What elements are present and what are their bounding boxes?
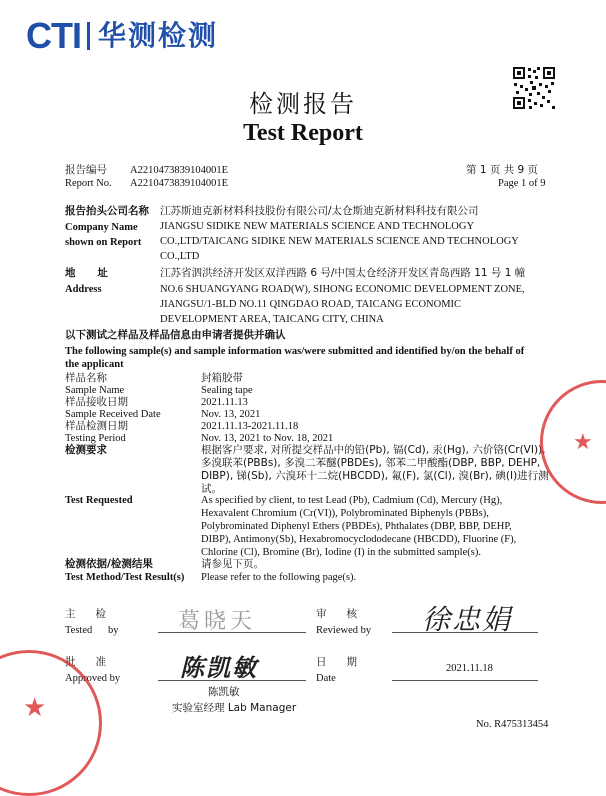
request-value-en-5: Chlorine (Cl), Bromine (Br), Iodine (I) in the submitted sample(s). <box>201 547 481 558</box>
testing-value-en: Nov. 13, 2021 to Nov. 18, 2021 <box>201 433 334 444</box>
reviewed-label-en: Reviewed by <box>316 625 372 636</box>
date-value: 2021.11.18 <box>446 663 493 674</box>
received-value-en: Nov. 13, 2021 <box>201 409 261 420</box>
seal-star-icon: ★ <box>23 693 47 722</box>
approved-label-cn: 批 准 <box>65 656 107 668</box>
sample-name-value-cn: 封箱胶带 <box>201 372 243 384</box>
received-value-cn: 2021.11.13 <box>201 397 248 408</box>
cti-logo <box>26 16 218 56</box>
request-value-en-2: Hexavalent Chromium (Cr(VI)), Polybrominated Biphenyls (PBBs), <box>201 508 489 519</box>
seal-stamp-right <box>540 380 606 504</box>
sample-name-value-en: Sealing tape <box>201 385 253 396</box>
title-cn: 检测报告 <box>249 90 357 118</box>
request-value-cn-2: 多溴联苯(PBBs), 多溴二苯醚(PBDEs), 邻苯二甲酸酯(DBP, BBP, DEHP, <box>201 457 541 469</box>
request-value-en-3: Polybrominated Diphenyl Ethers (PBDEs), Phthalates (DBP, BBP, DEHP, <box>201 521 512 532</box>
page-cn: 第 1 页 共 9 页 <box>466 164 539 176</box>
approved-label-en: Approved by <box>65 673 121 684</box>
company-value-cn: 江苏斯迪克新材料科技股份有限公司/太仓斯迪克新材料科技有限公司 <box>160 205 479 217</box>
method-label-cn: 检测依据/检测结果 <box>65 558 153 570</box>
address-label-cn: 地 址 <box>65 267 108 279</box>
tested-line <box>158 632 306 633</box>
company-label-en-2: shown on Report <box>65 237 142 248</box>
page-en: Page 1 of 9 <box>498 178 546 189</box>
request-value-cn-4: 试。 <box>201 483 222 495</box>
received-label-cn: 样品接收日期 <box>65 396 128 408</box>
date-label-en: Date <box>316 673 336 684</box>
request-value-cn-3: DIBP), 锑(Sb), 六溴环十二烷(HBCDD), 氟(F), 氯(Cl), 溴(Br), 碘(I)进行测 <box>201 470 549 482</box>
request-value-cn-1: 根据客户要求, 对所提交样品中的铅(Pb), 镉(Cd), 汞(Hg), 六价铬(Cr(VI)), <box>201 444 546 456</box>
report-no-label-cn: 报告编号 <box>65 164 107 176</box>
seal-star-icon: ★ <box>573 429 593 454</box>
date-line <box>392 680 538 681</box>
request-value-en-4: DIBP), Antimony(Sb), Hexabromocyclododecane (HBCDD), Fluorine (F), <box>201 534 517 545</box>
testing-label-cn: 样品检测日期 <box>65 420 128 432</box>
address-value-en-3: DEVELOPMENT AREA, TAICANG CITY, CHINA <box>160 314 384 325</box>
request-label-cn: 检测要求 <box>65 444 107 456</box>
company-label-cn: 报告抬头公司名称 <box>65 205 149 217</box>
request-value-en-1: As specified by client, to test Lead (Pb), Cadmium (Cd), Mercury (Hg), <box>201 495 503 506</box>
received-label-en: Sample Received Date <box>65 409 161 420</box>
testing-label-en: Testing Period <box>65 433 126 444</box>
notice-cn: 以下测试之样品及样品信息由申请者提供并确认 <box>65 329 286 341</box>
company-value-en-1: JIANGSU SIDIKE NEW MATERIALS SCIENCE AND TECHNOLOGY <box>160 221 475 232</box>
logo-cn-text: 华测检测 <box>98 19 219 52</box>
request-label-en: Test Requested <box>65 495 133 506</box>
company-value-en-2: CO.,LTD/TAICANG SIDIKE NEW MATERIALS SCIENCE AND TECHNOLOGY <box>160 236 519 247</box>
notice-en-1: The following sample(s) and sample information was/were submitted and identified by/on the behalf of <box>65 346 525 357</box>
footer-report-no: No. R475313454 <box>476 719 549 730</box>
reviewed-signature: 徐忠娟 <box>422 603 513 636</box>
tested-label-cn: 主 检 <box>65 608 107 620</box>
method-value-cn: 请参见下页。 <box>201 558 264 570</box>
approved-title: 实验室经理 Lab Manager <box>172 702 297 714</box>
address-value-en-1: NO.6 SHUANGYANG ROAD(W), SIHONG ECONOMIC DEVELOPMENT ZONE, <box>160 284 525 295</box>
method-value-en: Please refer to the following page(s). <box>201 572 357 583</box>
notice-en-2: the applicant <box>65 359 124 370</box>
reviewed-label-cn: 审 核 <box>316 608 358 620</box>
tested-signature: 葛晓天 <box>178 609 257 634</box>
report-no-label-en: Report No. <box>65 178 112 189</box>
company-value-en-3: CO.,LTD <box>160 251 200 262</box>
company-label-en-1: Company Name <box>65 222 138 233</box>
date-label-cn: 日 期 <box>316 656 358 668</box>
tested-label-en: Tested by <box>65 625 119 636</box>
approved-line <box>158 680 306 681</box>
approved-name: 陈凯敏 <box>208 686 240 698</box>
address-label-en: Address <box>65 284 102 295</box>
sample-name-label-cn: 样品名称 <box>65 372 107 384</box>
report-no-value-cn: A2210473839104001E <box>130 165 228 176</box>
testing-value-cn: 2021.11.13-2021.11.18 <box>201 421 299 432</box>
method-label-en: Test Method/Test Result(s) <box>65 572 185 583</box>
reviewed-line <box>392 632 538 633</box>
address-value-cn: 江苏省泗洪经济开发区双洋西路 6 号/中国太仓经济开发区青岛西路 11 号 1 幢 <box>160 267 526 279</box>
title-en: Test Report <box>243 120 363 146</box>
address-value-en-2: JIANGSU/1-BLD NO.11 QINGDAO ROAD, TAICANG ECONOMIC <box>160 299 462 310</box>
report-no-value-en: A2210473839104001E <box>130 178 228 189</box>
logo-separator <box>87 22 90 50</box>
logo-cti-text: CTI <box>26 15 81 56</box>
sample-name-label-en: Sample Name <box>65 385 125 396</box>
approved-signature: 陈凯敏 <box>180 653 258 682</box>
